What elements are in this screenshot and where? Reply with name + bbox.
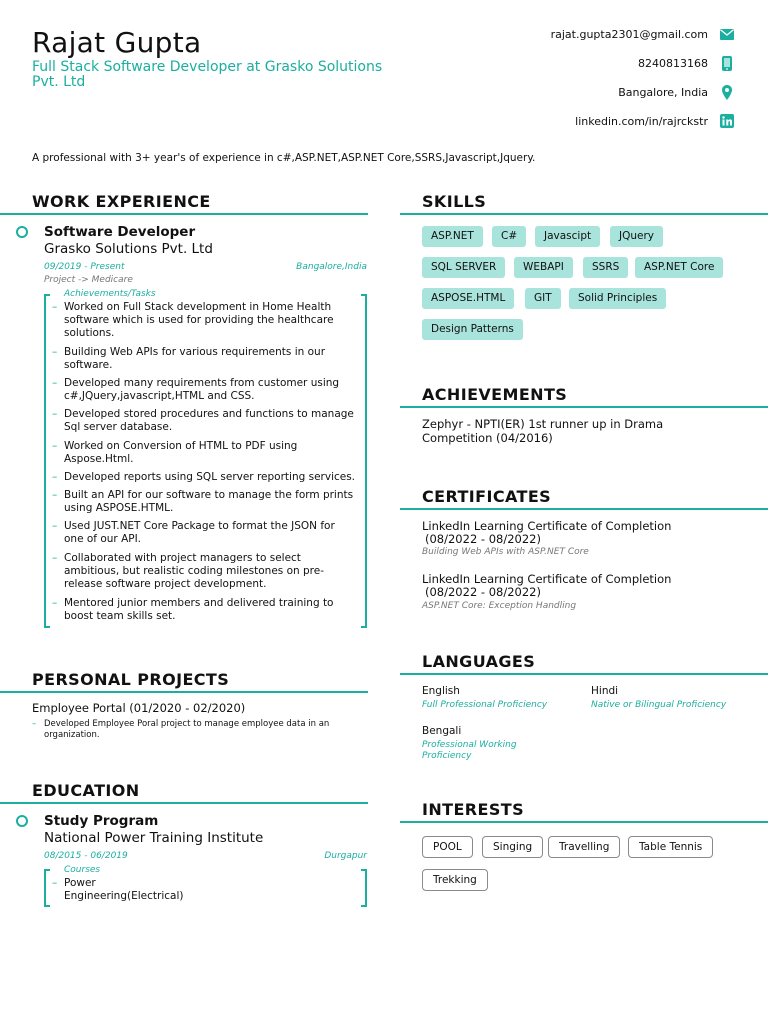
certificates-heading: CERTIFICATES	[422, 487, 552, 506]
contact-phone: 8240813168	[638, 56, 708, 70]
certificate-name: LinkedIn Learning Certificate of Completion	[422, 572, 672, 586]
skill-tag: SSRS	[583, 257, 628, 278]
language-level: Full Professional Proficiency	[422, 700, 548, 710]
task-item: – Developed stored procedures and functions to manage Sql server database.	[52, 408, 357, 434]
tasks-label: Achievements/Tasks	[64, 289, 156, 299]
summary-text: A professional with 3+ year's of experience in c#,ASP.NET,ASP.NET Core,SSRS,Javascript,Jquery.	[32, 152, 536, 164]
tasks-bracket-right	[361, 294, 367, 628]
skills-heading: SKILLS	[422, 192, 487, 211]
skills-rule	[400, 213, 768, 215]
work-experience-heading: WORK EXPERIENCE	[32, 192, 211, 211]
task-item: – Used JUST.NET Core Package to format the JSON for one of our API.	[52, 520, 357, 546]
task-item: – Developed many requirements from customer using c#,JQuery,javascript,HTML and CSS.	[52, 377, 357, 403]
languages-rule	[400, 673, 768, 675]
job-project: Project -> Medicare	[44, 275, 133, 285]
education-institute: National Power Training Institute	[44, 830, 264, 846]
timeline-dot-icon	[16, 226, 28, 238]
envelope-icon	[720, 27, 734, 41]
job-company: Grasko Solutions Pvt. Ltd	[44, 241, 213, 257]
contact-linkedin-row	[575, 112, 734, 130]
task-item: – Worked on Full Stack development in Home Health software which is used for providing the healthcare solutions.	[52, 301, 357, 340]
task-item: – Collaborated with project managers to select ambitious, but realistic coding milestones on pre-release software project development.	[52, 552, 357, 591]
achievement-text: Zephyr - NPTI(ER) 1st runner up in Drama Competition (04/2016)	[422, 417, 664, 445]
language-name: English	[422, 685, 460, 697]
tasks-bracket-left	[44, 294, 50, 628]
map-pin-icon	[720, 85, 734, 99]
education-dates: 08/2015 - 06/2019	[44, 851, 128, 861]
phone-icon	[720, 56, 734, 70]
contact-location: Bangalore, India	[618, 85, 708, 99]
contact-phone-row	[638, 54, 734, 72]
interest-tag: Table Tennis	[628, 836, 713, 858]
task-item: – Worked on Conversion of HTML to PDF using Aspose.Html.	[52, 440, 357, 466]
interest-tag: POOL	[422, 836, 473, 858]
linkedin-icon	[720, 114, 734, 128]
resume-name: Rajat Gupta	[32, 26, 202, 59]
certificates-rule	[400, 508, 768, 510]
skill-tag: JQuery	[610, 226, 663, 247]
interest-tag: Trekking	[422, 869, 488, 891]
task-item: – Built an API for our software to manage the form prints using ASPOSE.HTML.	[52, 489, 357, 515]
skill-tag: WEBAPI	[514, 257, 573, 278]
job-title: Software Developer	[44, 224, 196, 240]
courses-bracket-right	[361, 869, 367, 907]
personal-projects-rule	[0, 691, 368, 693]
task-item: – Mentored junior members and delivered training to boost team skills set.	[52, 597, 357, 623]
certificate-name: LinkedIn Learning Certificate of Completion	[422, 519, 672, 533]
personal-projects-heading: PERSONAL PROJECTS	[32, 670, 230, 689]
job-location: Bangalore,India	[296, 262, 367, 272]
course-item: – Power Engineering(Electrical)	[52, 877, 192, 903]
courses-bracket-left	[44, 869, 50, 907]
job-dates: 09/2019 - Present	[44, 262, 125, 272]
dash-icon: –	[32, 719, 37, 729]
certificate-dates: (08/2022 - 08/2022)	[425, 532, 541, 546]
skill-tag: C#	[492, 226, 526, 247]
skill-tag: Design Patterns	[422, 319, 523, 340]
skill-tag: Javascipt	[535, 226, 600, 247]
resume-subtitle: Full Stack Software Developer at Grasko Solutions Pvt. Ltd	[32, 59, 383, 90]
achievements-rule	[400, 406, 768, 408]
contact-location-row	[618, 83, 734, 101]
work-experience-rule	[0, 213, 368, 215]
language-level: Professional Working Proficiency	[422, 740, 517, 761]
skill-tag: Solid Principles	[569, 288, 666, 309]
skill-tag: ASPOSE.HTML	[422, 288, 514, 309]
skill-tag: SQL SERVER	[422, 257, 505, 278]
project-description	[32, 719, 362, 740]
contact-linkedin[interactable]: linkedin.com/in/rajrckstr	[575, 114, 708, 128]
skill-tag: ASP.NET Core	[635, 257, 723, 278]
interests-rule	[400, 821, 768, 823]
interest-tag: Travelling	[548, 836, 620, 858]
certificate-detail: Building Web APIs with ASP.NET Core	[422, 547, 589, 557]
languages-heading: LANGUAGES	[422, 652, 536, 671]
project-description-text: Developed Employee Poral project to manage employee data in an organization.	[44, 719, 330, 740]
language-level: Native or Bilingual Proficiency	[591, 700, 727, 710]
timeline-dot-icon	[16, 815, 28, 827]
language-name: Bengali	[422, 725, 462, 737]
courses-label: Courses	[64, 865, 101, 875]
interest-tag: Singing	[482, 836, 543, 858]
contact-email[interactable]: rajat.gupta2301@gmail.com	[550, 27, 708, 41]
task-item: – Developed reports using SQL server reporting services.	[52, 471, 357, 484]
education-program: Study Program	[44, 813, 159, 829]
certificate-dates: (08/2022 - 08/2022)	[425, 585, 541, 599]
certificate-detail: ASP.NET Core: Exception Handling	[422, 601, 577, 611]
education-rule	[0, 802, 368, 804]
project-title: Employee Portal (01/2020 - 02/2020)	[32, 701, 246, 715]
interests-heading: INTERESTS	[422, 800, 524, 819]
contact-email-row	[551, 25, 734, 43]
education-location: Durgapur	[324, 851, 367, 861]
education-heading: EDUCATION	[32, 781, 140, 800]
skill-tag: ASP.NET	[422, 226, 483, 247]
skill-tag: GIT	[525, 288, 561, 309]
language-name: Hindi	[591, 685, 619, 697]
achievements-heading: ACHIEVEMENTS	[422, 385, 568, 404]
task-item: – Building Web APIs for various requirements in our software.	[52, 346, 357, 372]
